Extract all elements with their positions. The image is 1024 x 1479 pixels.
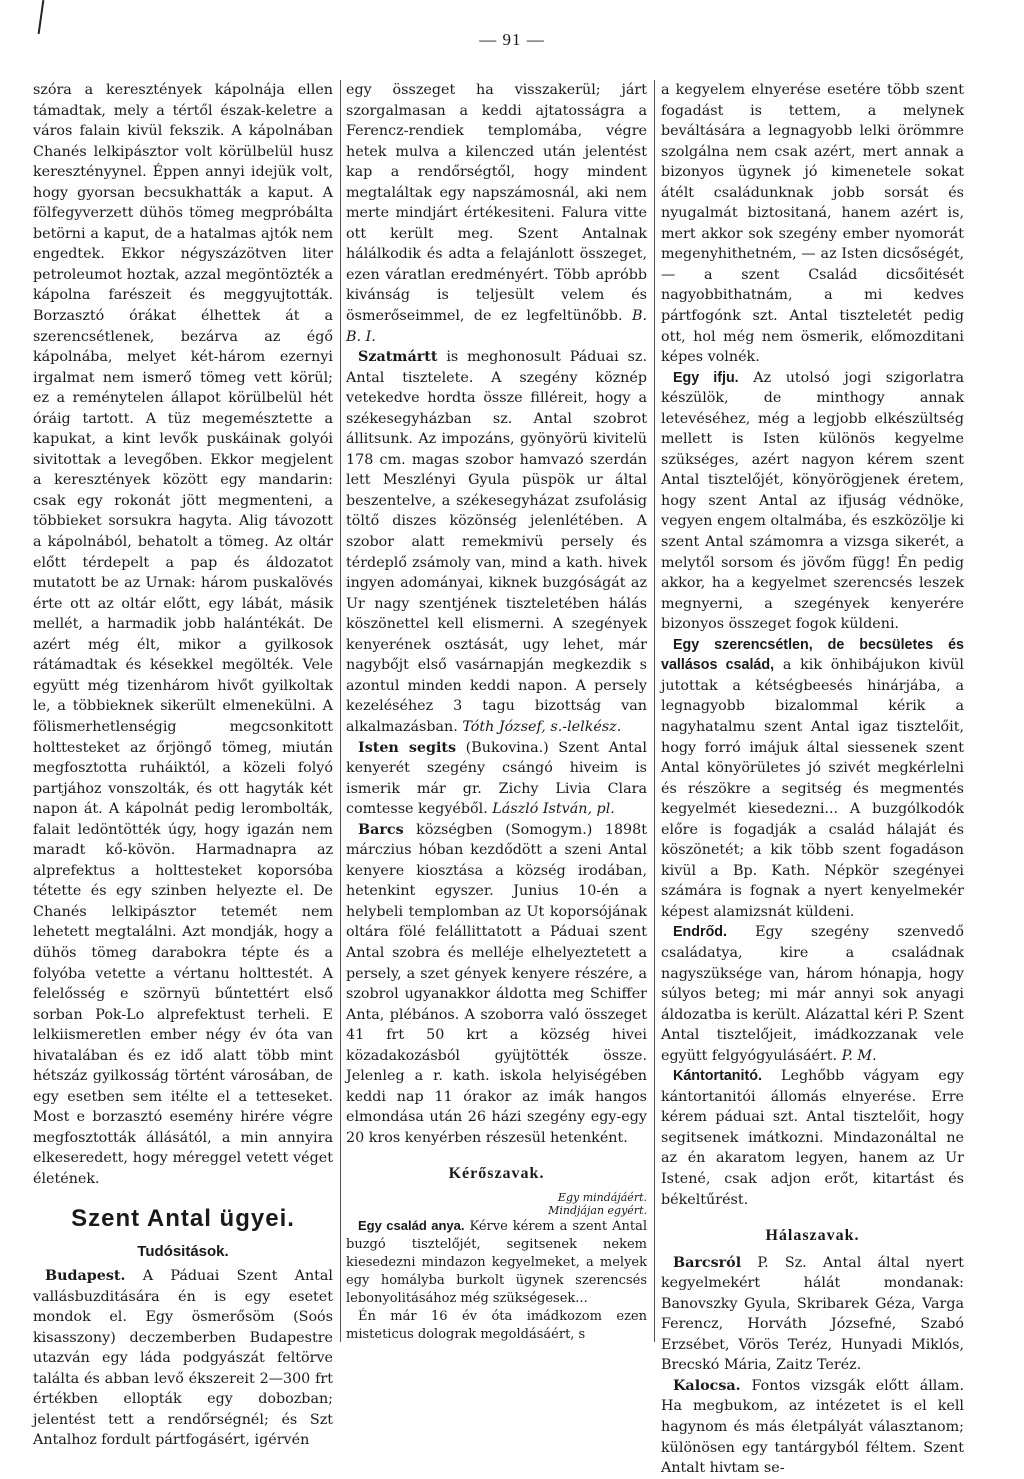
request-signature: P. M. <box>841 1047 877 1064</box>
request-family <box>661 635 964 923</box>
request-text: a kegyelem elnyerése esetére több szent fogadást is tettem, a melynek beváltására a legnagyobb lelki örömmre szolgálna nem csak azért, mert annak a bizonyos ügynek jó kimenetele sokat átélt családunknak jobb sorsát és nyugalmát biztositaná, hanem azért is, mert akkor sok szegény ember nyomorát megenyhithetném, — az Isten dicsőségét, — a szent Család dicsőitését nagyobbithatnám, a mi kedves pártfogónk szt. Antal tiszteletét pedig ott, hol még nem ösmerik, előmozditani képes volnék. <box>661 82 964 366</box>
report-signature: László István, pl. <box>492 801 615 818</box>
report-signature: Tóth József, s.-lelkész. <box>462 718 622 735</box>
request-text: Egy szegény szenvedő családatya, kire a családnak nagyszüksége van, három hónapja, hogy súlyos beteg; mi már annyi sok anyagi áldozatba is került. Alázattal kéri P. Szent Antal tisztelőjeit, imádkozzanak vele együtt felgyógyulásáért. <box>661 924 964 1064</box>
request-lead: Egy szerencsétlen, de becsületes és vallásos család, <box>661 636 964 674</box>
request-lead: Kántortanitó. <box>673 1068 762 1085</box>
epigraph-line: Mindjájan egyért. <box>548 1203 647 1217</box>
column-divider <box>340 80 341 1342</box>
report-isten-segits <box>346 738 647 820</box>
thanks-text: P. Sz. Antal által nyert kegyelmekért hálát mondanak: Banovszky Gyula, Skribarek Géza, Varga Ferencz, Horváth Józsefné, Szabó Erzsébet, Vörös Teréz, Hunyadi Miklós, Brecskó Mária, Zaitz Teréz. <box>661 1254 964 1374</box>
report-barcs <box>346 820 647 1149</box>
thanks-text: Fontos vizsgák előtt állam. Ha megbukom, az intézetet is el kell hagynom és más életpályát választanom; különösen egy tantárgyból féltem. Szent Antalt hivtam se- <box>661 1377 964 1477</box>
column-right <box>661 80 964 1477</box>
request-youth <box>661 368 964 635</box>
request-endrod <box>661 922 964 1066</box>
request-text: Kérve kérem a szent Antal buzgó tisztelőjét, segitsenek nekem kiesedezni mindazon kegyelmeket, a melyek egy homályba burkolt ügynek szerencsés lebonyolitásához még szükségesek... <box>346 1218 648 1306</box>
request-lead: Egy ifju. <box>673 369 739 386</box>
report-szatmar <box>346 347 647 737</box>
report-text: (Bukovina.) Szent Antal kenyerét szegény csángó hiveim is ismerik már gr. Zichy Livia Clara comtesse kegyéből. <box>346 739 647 818</box>
report-continued <box>346 80 647 347</box>
thanks-barcs <box>661 1253 964 1376</box>
thanks-lead: Barcsról <box>673 1254 742 1271</box>
request-text: Az utolsó jogi szigorlatra készülök, de minthogy annak letevéséhez, még a legjobb elkészültség mellett is Isten különös kegyelme szükséges, azért nagyon kérem szent Antal tisztelőjét, könyörögjenek éretem, hogy szent Antal az ifjuság védnöke, vegyen engem oltalmába, és eszközölje ki szent Antal számomra a vizsga sikerét, a melytől sorsom és jövőm függ! Én pedig akkor, ha a kegyelmet szerencsés leszek megnyerni, a szegények kenyerére bizonyos összeget fogok küldeni. <box>661 369 964 633</box>
request-mother <box>346 1217 647 1308</box>
request-cantor <box>661 1066 964 1210</box>
report-budapest <box>33 1266 333 1451</box>
article-text: szóra a keresztények kápolnája ellen támadtak, mely a tértől észak-keletre a város falain kivül fekszik. A kápolnában Chanés lelkipásztor volt körülbelül husz keresztényynel. Éppen annyi idejük volt, hogy gyorsan becsukhatták a kaput. A fölfegyverzett dühös tömeg megpróbálta betörni a kaput, de a hatalmas ajtók nem engedtek. Ekkor négyszázötven liter petroleumot hoztak, azzal megöntözték a kápolna farészeit és meggyujtották. Borzasztó órákat élhettek át a szerencsétlenek, bezárva az égő kápolnába, melyet két-három ezernyi irgalmat nem ismerő tömeg vett körül; ez a reménytelen állapot körülbelül hét óráig tartott. A tüz megemésztette a kapukat, a kint levők puskáinak golyói sivitottak a levegőben. Ekkor megjelent a keresztények között egy mandarin: csak egy rokonát jött megmenteni, a többieket sorsukra hagyta. Alig távozott a kápolnából, behatolt a tömeg. Az oltár előtt térdepelt a pap és áldozatot mutatott be az Urnak: három puskalövés érte ott az oltár előtt, egy lábát, másik mellét, a harmadik jobb halántékát. De azért még élt, mikor a gyilkosok rátámadtak és késekkel megölték. Vele együtt még tizenhárom hivőt gyilkoltak le, a többieknek sikerült elmenekülni. A fölismerhetlenségig megcsonkitott holttesteket az őrjöngő tömeg, miután megfosztotta ruháiktól, a közeli folyó partjához vonszolták, és ott hagyták két napon át. A kápolnát pedig lerombolták, falait ledöntötték úgy, hogy igazán nem maradt kő-kövön. Harmadnapra az alprefektus a holttesteket koporsóba tétette és egy szinben helyezte el. De Chanés lelkipásztor tetemét nem lehetett megtalálni. Azt mondják, hogy a dühös tömeg darabokra tépte és a folyóba vetette a vértanu holttestét. A felelősség e szörnyü bűntettért első sorban Pok-Lo alprefektust terheli. E lelkiismeretlen ember négy év óta van hivatalában és ez idő alatt több mint hétszáz gyilkosság történt városában, de egy esetben sem itélte el a tetteseket. Most e borzasztó esemény hirére végre megfosztották állásától, a min annyira elkeseredett, hogy méreggel vetett véget életének. <box>33 82 333 1187</box>
thanks-kalocsa <box>661 1376 964 1479</box>
epigraph <box>346 1191 647 1217</box>
report-lead: Budapest. <box>45 1268 126 1285</box>
report-text: egy összeget ha visszakerül; járt szorgalmasan a keddi ajtatosságra a Ferencz-rendiek templomába, végre hetek mulva a kilenczed után jelentést kap a rendőrségtől, hogy mindent megtaláltak egy napszámosnál, aki nem merte mindjárt értékesiteni. Falura vitte ott került meg. Szent Antalnak hálálkodik és adta a felajánlott összeget, ezen váratlan eredményért. Több apróbb kivánság is teljesült velem és ösmerőseimmel, de ez legfeltünőbb. <box>346 82 647 325</box>
report-lead: Szatmártt <box>358 349 438 366</box>
request-text: Leghőbb vágyam egy kántortanitói állomás elnyerése. Erre kérem páduai szt. Antal tisztelőit, hogy segitsenek imátkozni. Mindazonáltal ne az én akaratom legyen, hanem az Ur Istené, csak adjon erőt, kitartást és békeltűrést. <box>661 1068 964 1208</box>
page-number: — 91 — <box>479 30 545 49</box>
thanks-lead: Kalocsa. <box>673 1377 741 1394</box>
request-lead: Endrőd. <box>673 924 728 941</box>
report-text: községben (Somogym.) 1898t márczius hóban kezdődött a szeni Antal kenyere kiosztása a község irodában, hetenkint egyszer. Junius 10-én a helybeli templomban az Ut koporsójának oltára fölé felállittatott a Páduai szent Antal szobra és melléje elhelyeztetett a persely, a szet gények kenyere részére, a szobrol ugyanakkor áldotta meg Schiffer Anta, plébános. A szoborra való összeget 41 frt 50 krt a község hivei közadakozásból gyüjtötték össze. Jelenleg a r. kath. iskola helyiségében keddi nap 11 órakor az imák hangos elmondása után 26 házi szegény egy-egy 20 kros kenyérben részesül hetenként. <box>346 821 647 1146</box>
request-continued: Én már 16 év óta imádkozom ezen misteticus dolograk megoldásáért, s <box>346 1308 647 1342</box>
report-lead: Barcs <box>358 821 404 838</box>
epigraph-line: Egy mindájáért. <box>557 1190 647 1204</box>
subsection-title: Tudósitások. <box>137 1242 229 1260</box>
column-divider <box>654 80 655 1342</box>
section-title: Hálaszavak. <box>765 1227 860 1245</box>
section-title: Szent Antal ügyei. <box>71 1204 295 1232</box>
request-text: a kik önhibájukon kivül jutottak a kétségbeesés hinárjába, a legnagyobb bizalommal kérik a nagyhatalmu szent Antal igaz tisztelőit, hogy forró imájuk által siessenek szent Antal könyörületes jó szivét megkérlelni és részökre a segitség és megmentés kegyelmét kiesedezni... A buzgólkodók előre is fogadják a család hálaját és köszönetét; a kik több szent fogadáson kivül a Bp. Kath. Népkör szegényei számára is fognak a nyert kenyelmekér képest alamizsnát küldeni. <box>661 657 964 920</box>
column-left <box>33 80 333 1449</box>
section-title: Kérőszavak. <box>448 1165 545 1183</box>
column-middle <box>346 80 647 1400</box>
request-lead: Egy család anya. <box>358 1217 465 1233</box>
report-text: A Páduai Szent Antal vallásbuzditására én is egy esetet mondok el. Egy ösmerősöm (Soós kisasszony) deczemberben Budapestre utazván egy láda podgyászát feltörve találta és abban levő ékszereit 2—300 frt értékben ellopták egy dobozban; jelentést tett a rendőrségnél; és Szt Antalhoz fordult pártfogásért, igérvén <box>33 1268 333 1449</box>
report-text: is meghonosult Páduai sz. Antal tisztelete. A szegény köznép vetekedve hordta össze filléreit, hogy a székesegyházban sz. Antal szobrot állitsunk. Az impozáns, gyönyörü kivitelü 178 cm. magas szobor hamvazó szerdán lett Meszlényi Gyula püspök ur által beszentelve, a székesegyházat zsufolásig töltő diszes közönség jelenlétében. A szobor alatt remekmivü persely és térdeplő zsámoly van, mind a kath. hivek ingyen adományai, kiknek buzgóságát az Ur nagy szentjének tiszteletében hálás köszönettel kell elismerni. A szegények kenyerének osztását, ugy lehet, már nagybőjt első vasárnapján megkezdik s azontul minden keddi napon. A persely kezeléséhez 3 tagu bizottság van alkalmazásban. <box>346 349 647 735</box>
report-signature: B. B. I. <box>346 308 647 345</box>
margin-mark <box>38 0 45 34</box>
report-lead: Isten segits <box>358 739 457 756</box>
